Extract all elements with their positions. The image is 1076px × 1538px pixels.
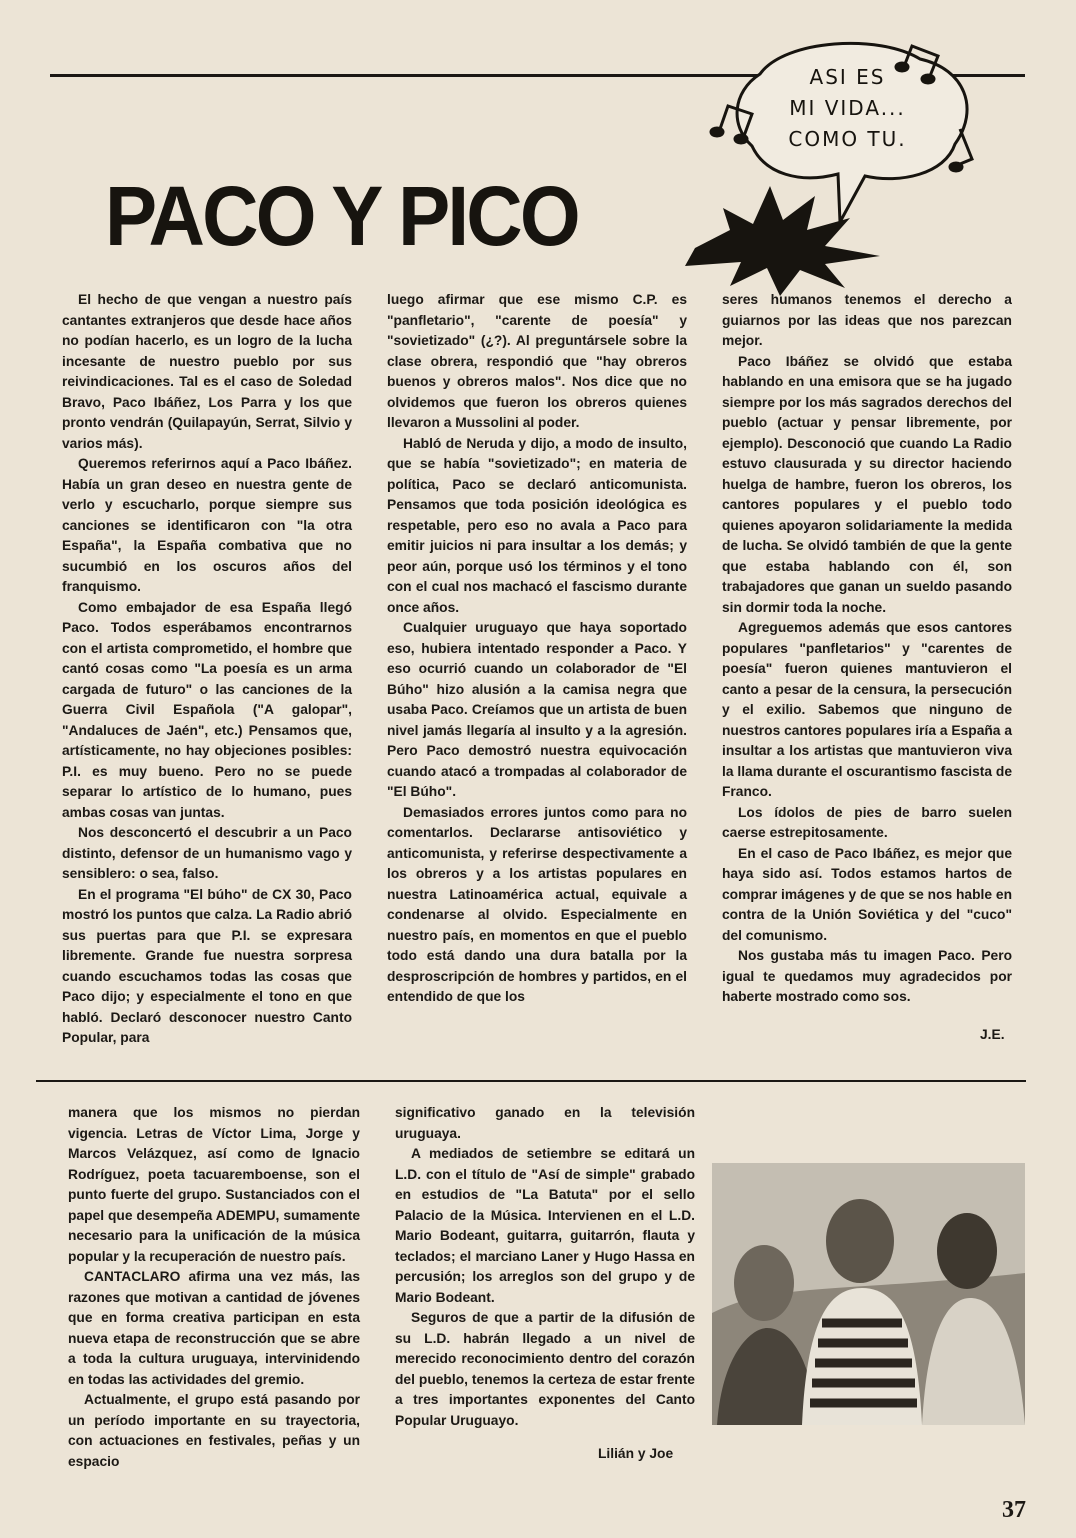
paragraph: Nos gustaba más tu imagen Paco. Pero igual te quedamos muy agradecidos por haberte mostrado como sos.: [722, 948, 1012, 1004]
paragraph: En el caso de Paco Ibáñez, es mejor que haya sido así. Todos estamos hartos de comprar imágenes y de que se nos hable en contra de la Unión Soviética y del "cuco" del comunismo.: [722, 845, 1012, 943]
paragraph: CANTACLARO afirma una vez más, las razones que motivan a cantidad de jóvenes que en forma creativa participan en esta nueva etapa de reconstrucción que se abre a toda la cultura uruguaya, intervinidendo en todas las actividades del gremio.: [68, 1269, 360, 1387]
bubble-line: MI VIDA...: [789, 96, 906, 120]
second-article-signature: Lilián y Joe: [598, 1446, 674, 1461]
second-article-column-2: [395, 1103, 695, 1431]
bubble-line: COMO TU.: [788, 127, 907, 151]
article-column-2: [387, 290, 687, 1008]
paragraph: En el programa "El búho" de CX 30, Paco mostró los puntos que calza. La Radio abrió sus puertas para que P.I. se expresara libremente. Grande fue nuestra sorpresa cuando escuchamos todas las cosas que Paco dijo; y especialmente el tono en que habló. Declaró desconocer nuestro Canto Popular, para: [62, 886, 352, 1045]
paragraph: El hecho de que vengan a nuestro país cantantes extranjeros que desde hace años no podían hacerlo, es un logro de la lucha incesante de nuestro pueblo por sus reivindicaciones. Tal es el caso de Soledad Bravo, Paco Ibáñez, Los Parra y los que pronto vendrán (Quilapayún, Serrat, Silvio y varios más).: [62, 292, 352, 451]
ink-splash: [675, 178, 890, 298]
paragraph: Seguros de que a partir de la difusión de su L.D. habrán llegado a un nivel de merecido reconocimiento dentro del corazón del pueblo, tenemos la certeza de estar frente a tres importantes exponentes del Canto Popular Uruguayo.: [395, 1310, 695, 1428]
page-number: 37: [1002, 1497, 1026, 1523]
group-photo-illustration: [712, 1163, 1025, 1425]
bubble-line: ASI ES: [809, 65, 886, 89]
article-column-1: [62, 290, 352, 1049]
paragraph: Agreguemos además que esos cantores populares "panfletarios" y "carentes de poesía" fueron quienes mantuvieron el canto a pesar de la censura, la persecución y el exilio. Sabemos que ninguno de nuestros cantores populares iría a España a insultar a los artistas que mantuvieron viva la llama durante el oscurantismo fascista de Franco.: [722, 620, 1012, 799]
section-divider: [36, 1080, 1026, 1082]
second-article-column-1: [68, 1103, 360, 1472]
paragraph: manera que los mismos no pierdan vigencia. Letras de Víctor Lima, Jorge y Marcos Velázquez, así como de Ignacio Rodríguez, poeta tacuaremboense, son el punto fuerte del grupo. Sustanciados con el papel que desempeña ADEMPU, sumamente necesario para la unificación de la música popular y la recuperación de nuestro país.: [68, 1105, 360, 1264]
speech-bubble-text: [760, 62, 935, 155]
paragraph: Queremos referirnos aquí a Paco Ibáñez. Había un gran deseo en nuestra gente de verlo y escucharlo, porque siempre sus canciones se identificaron con "la otra España", la España combativa que no sucumbió en los oscuros años del franquismo.: [62, 456, 352, 594]
article-column-3: [722, 290, 1012, 1008]
paragraph: A mediados de setiembre se editará un L.D. con el título de "Así de simple" grabado en estudios de "La Batuta" por el sello Palacio de la Música. Intervienen en el L.D. Mario Bodeant, guitarra, guitarrón, flauta y teclados; el marciano Laner y Hugo Hassa en percusión; los arreglos son del grupo y de Mario Bodeant.: [395, 1146, 695, 1305]
paragraph: Habló de Neruda y dijo, a modo de insulto, que se había "sovietizado"; en materia de política, Paco se declaró anticomunista. Pensamos que toda posición ideológica es respetable, pero eso no avala a Paco para emitir juicios ni para insultar a los demás; y peor aún, porque usó los términos y el tono con el cual nos machacó el fascismo durante once años.: [387, 435, 687, 615]
paragraph: Demasiados errores juntos como para no comentarlos. Declararse antisoviético y anticomunista, y referirse despectivamente a los obreros y a los artistas populares en nuestra Latinoamérica actual, equivale a condenarse al olvido. Especialmente en nuestro país, en momentos en que el pueblo todo está dando una dura batalla por la desproscripción de hombres y partidos, en el entendido de que los: [387, 804, 687, 1004]
paragraph: Cualquier uruguayo que haya soportado eso, hubiera intentado responder a Paco. Y eso ocurrió cuando un colaborador de "El Búho" hizo alusión a la camisa negra que usaba Paco. Creíamos que un artista de buen nivel jamás llegaría al insulto y a la agresión. Pero Paco demostró nuestra equivocación cuando atacó a trompadas al colaborador de "El Búho".: [387, 620, 687, 799]
page-title: PACO Y PICO: [105, 169, 578, 263]
paragraph: Actualmente, el grupo está pasando por un período importante en su trayectoria, con actuaciones en festivales, peñas y un espacio: [68, 1392, 360, 1469]
group-photo: [712, 1163, 1025, 1425]
paragraph: Como embajador de esa España llegó Paco. Todos esperábamos encontrarnos con el artista comprometido, el hombre que cantó cosas como "La poesía es un arma cargada de futuro" o las canciones de la Guerra Civil Española ("A galopar", "Andaluces de Jaén", etc.) Pensamos que, artísticamente, no hay objeciones posibles: P.I. es muy bueno. Pero no se puede separar lo artístico de lo humano, pues ambas cosas van juntas.: [62, 599, 352, 820]
paragraph: Nos desconcertó el descubrir a un Paco distinto, defensor de un humanismo vago y sensiblero: o sea, falso.: [62, 825, 352, 881]
paragraph: significativo ganado en la televisión uruguaya.: [395, 1105, 695, 1141]
paragraph: luego afirmar que ese mismo C.P. es "panfletario", "carente de poesía" y "sovietizado" (¿?). Al preguntársele sobre la clase obrera, respondió que "hay obreros buenos y obreros malos". Nos dice que no olvidemos que fueron los obreros quienes llevaron a Mussolini al poder.: [387, 292, 687, 430]
paragraph: seres humanos tenemos el derecho a guiarnos por las ideas que nos parezcan mejor.: [722, 292, 1012, 348]
paragraph: Paco Ibáñez se olvidó que estaba hablando en una emisora que se ha jugado siempre por los más sagrados derechos del pueblo (actuar y pensar libremente, por ejemplo). Desconoció que cuando La Radio estuvo clausurada y su director haciendo huelga de hambre, fueron los obreros, los cantores populares y el pueblo todo quienes apoyaron solidariamente la medida de lucha. Se olvidó también de que la gente que estaba hablando con él, son trabajadores que ganan un sueldo pasando sin dormir toda la noche.: [722, 353, 1012, 615]
paragraph: Los ídolos de pies de barro suelen caerse estrepitosamente.: [722, 804, 1012, 840]
article-signature: J.E.: [980, 1027, 1005, 1042]
